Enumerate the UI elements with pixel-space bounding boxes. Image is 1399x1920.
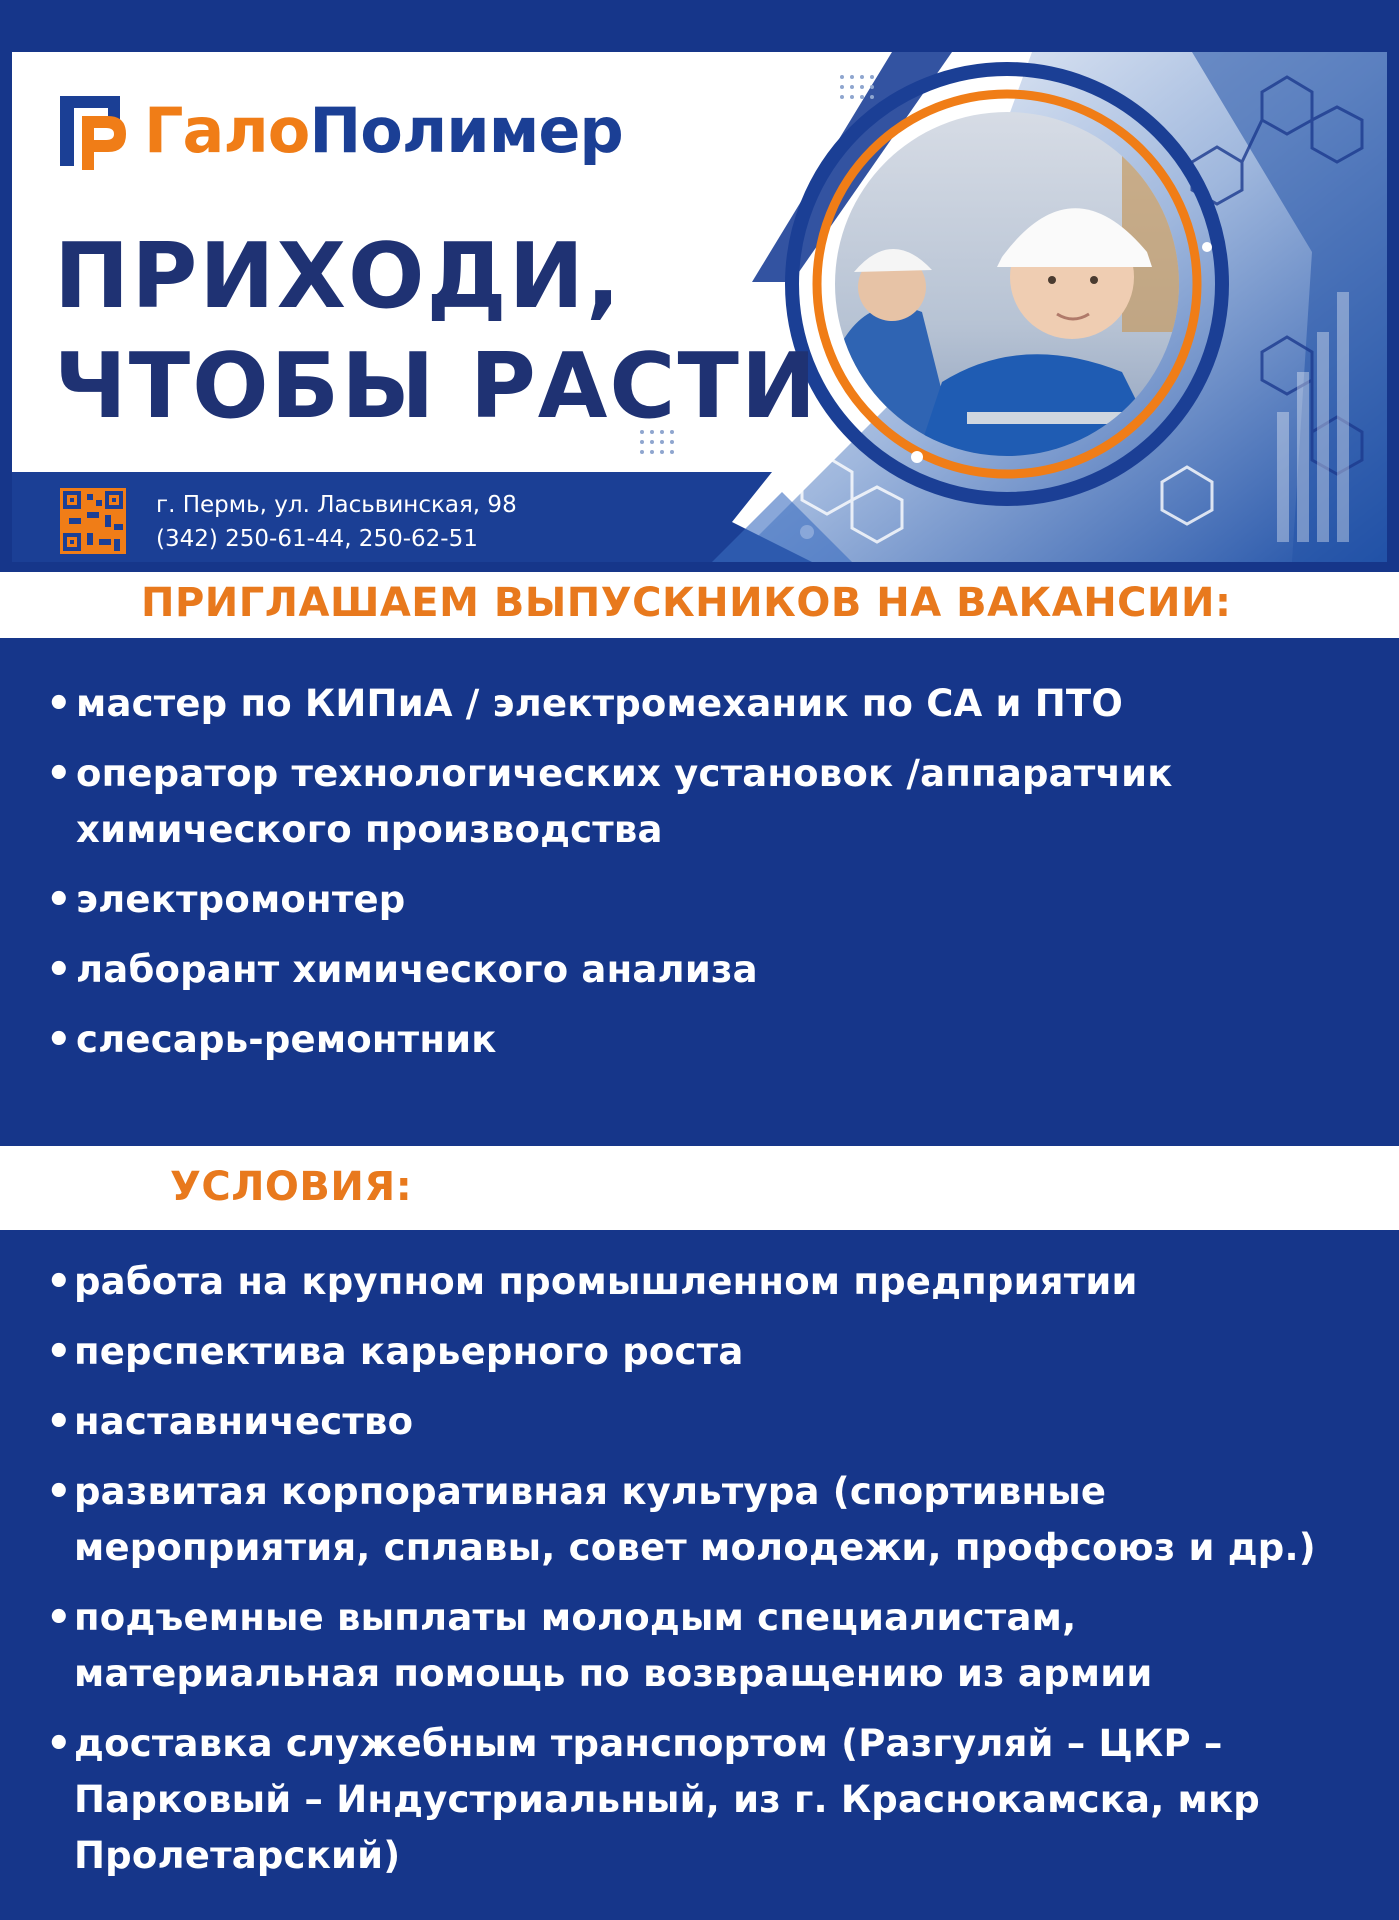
headline	[54, 222, 818, 442]
vacancies-list	[40, 676, 1370, 1082]
logo-part-orange: Гало	[144, 94, 310, 167]
conditions-list	[40, 1254, 1390, 1898]
list-item: • развитая корпоративная культура (спортивные мероприятия, сплавы, совет молодежи, профсоюз и др.)	[40, 1464, 1390, 1576]
conditions-title-bar	[0, 1146, 1399, 1230]
logo-part-blue: Полимер	[309, 94, 623, 167]
headline-line-1: ПРИХОДИ,	[54, 224, 623, 329]
address: г. Пермь, ул. Ласьвинская, 98	[156, 492, 517, 518]
list-item: • электромонтер	[40, 872, 1370, 928]
hero-banner	[12, 52, 1387, 562]
list-item: • оператор технологических установок /аппаратчик химического производства	[40, 746, 1370, 858]
list-item: • наставничество	[40, 1394, 1390, 1450]
list-item: • работа на крупном промышленном предприятии	[40, 1254, 1390, 1310]
list-item: • лаборант химического анализа	[40, 942, 1370, 998]
company-logo	[60, 90, 623, 172]
list-item: • подъемные выплаты молодым специалистам, материальная помощь по возвращению из армии	[40, 1590, 1390, 1702]
logo-wordmark	[144, 94, 623, 167]
contact-info	[156, 488, 517, 556]
list-item: • доставка служебным транспортом (Разгуляй – ЦКР – Парковый – Индустриальный, из г. Краснокамска, мкр Пролетарский)	[40, 1716, 1390, 1884]
vacancies-title-bar	[0, 572, 1399, 638]
phones: (342) 250-61-44, 250-62-51	[156, 526, 478, 552]
vacancies-title: ПРИГЛАШАЕМ ВЫПУСКНИКОВ НА ВАКАНСИИ:	[141, 580, 1232, 626]
conditions-title: УСЛОВИЯ:	[170, 1164, 413, 1210]
list-item: • слесарь-ремонтник	[40, 1012, 1370, 1068]
list-item: • перспектива карьерного роста	[40, 1324, 1390, 1380]
qr-code-icon	[60, 488, 126, 554]
logo-mark-icon	[60, 90, 134, 172]
headline-line-2: ЧТОБЫ РАСТИ	[54, 334, 819, 439]
list-item: • мастер по КИПиА / электромеханик по СА и ПТО	[40, 676, 1370, 732]
